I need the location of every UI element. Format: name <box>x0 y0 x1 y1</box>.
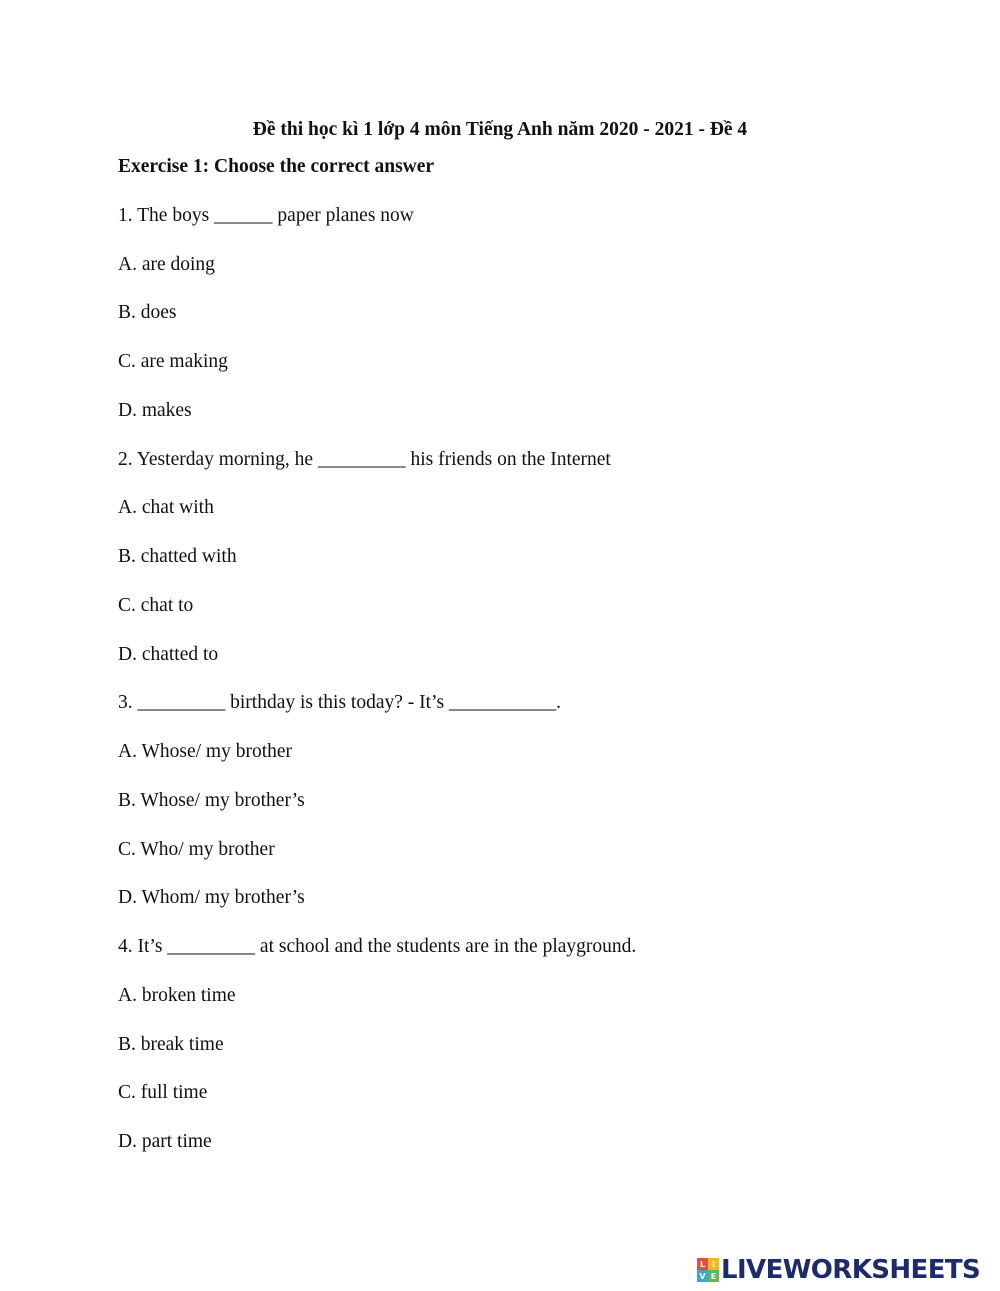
liveworksheets-logo-text: LIVEWORKSHEETS <box>721 1255 981 1285</box>
logo-icon-letter-l: L <box>697 1258 708 1270</box>
question-3: 3. _________ birthday is this today? - It’s ___________. <box>118 692 562 713</box>
option-3c: C. Who/ my brother <box>118 839 275 860</box>
option-2a: A. chat with <box>118 497 214 518</box>
option-1b: B. does <box>118 302 177 323</box>
option-3b: B. Whose/ my brother’s <box>118 790 305 811</box>
option-4c: C. full time <box>118 1082 208 1103</box>
liveworksheets-logo-icon <box>697 1258 719 1282</box>
logo-icon-letter-e: E <box>708 1270 719 1282</box>
option-4d: D. part time <box>118 1131 212 1152</box>
liveworksheets-logo <box>697 1253 980 1287</box>
option-1c: C. are making <box>118 351 228 372</box>
document-title: Đề thi học kì 1 lớp 4 môn Tiếng Anh năm 2020 - 2021 - Đề 4 <box>252 119 748 140</box>
option-3d: D. Whom/ my brother’s <box>118 887 305 908</box>
question-2: 2. Yesterday morning, he _________ his friends on the Internet <box>118 449 611 470</box>
option-2b: B. chatted with <box>118 546 237 567</box>
option-1a: A. are doing <box>118 254 215 275</box>
option-3a: A. Whose/ my brother <box>118 741 293 762</box>
option-1d: D. makes <box>118 400 192 421</box>
option-2c: C. chat to <box>118 595 194 616</box>
logo-icon-letter-i: I <box>708 1258 719 1270</box>
option-2d: D. chatted to <box>118 644 219 665</box>
exercise-heading: Exercise 1: Choose the correct answer <box>118 156 435 177</box>
option-4b: B. break time <box>118 1034 224 1055</box>
question-1: 1. The boys ______ paper planes now <box>118 205 414 226</box>
logo-icon-letter-v: V <box>697 1270 708 1282</box>
question-4: 4. It’s _________ at school and the students are in the playground. <box>118 936 637 957</box>
option-4a: A. broken time <box>118 985 236 1006</box>
